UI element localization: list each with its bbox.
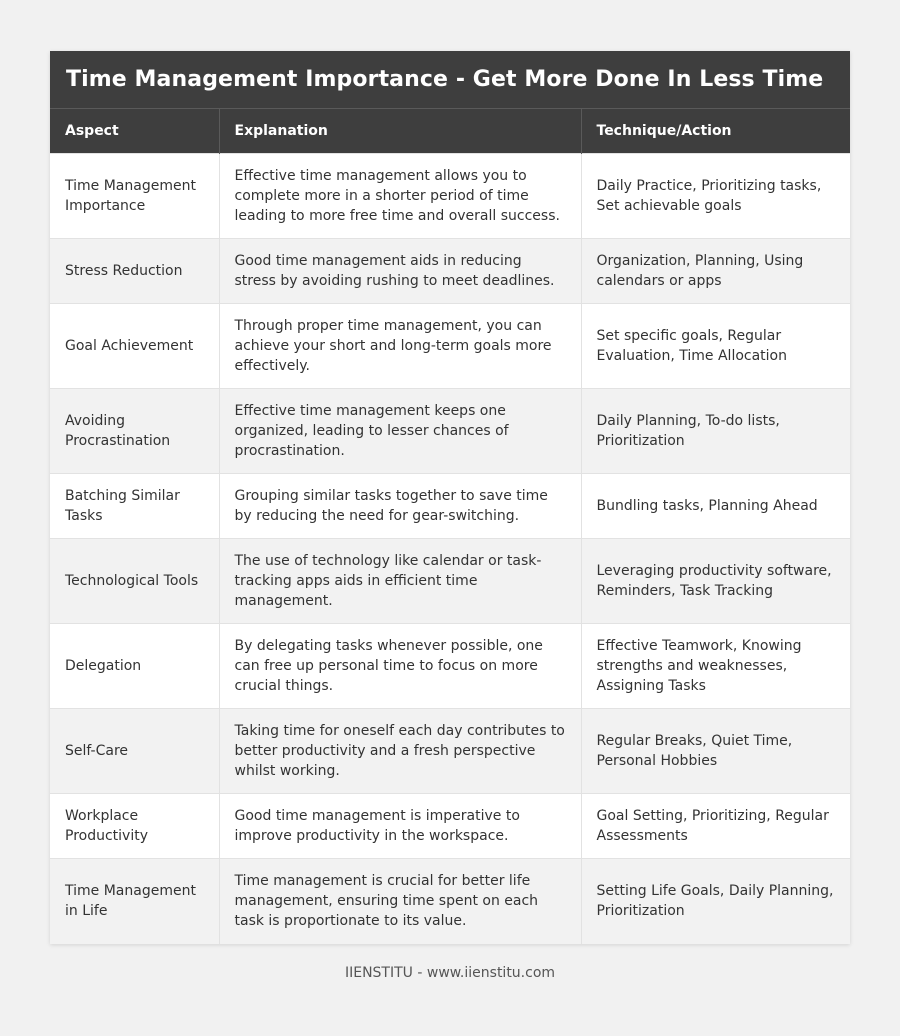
explanation-cell: Good time management aids in reducing stress by avoiding rushing to meet deadlines.	[219, 239, 581, 304]
aspect-cell: Avoiding Procrastination	[50, 389, 219, 474]
technique-cell: Organization, Planning, Using calendars or apps	[581, 239, 850, 304]
table-row	[50, 539, 850, 624]
technique-cell: Effective Teamwork, Knowing strengths and weaknesses, Assigning Tasks	[581, 624, 850, 709]
table-row	[50, 154, 850, 239]
explanation-cell: Grouping similar tasks together to save time by reducing the need for gear-switching.	[219, 474, 581, 539]
aspect-cell: Stress Reduction	[50, 239, 219, 304]
table-row	[50, 239, 850, 304]
data-table	[50, 108, 850, 944]
table-body	[50, 154, 850, 944]
technique-cell: Leveraging productivity software, Reminders, Task Tracking	[581, 539, 850, 624]
table-row	[50, 794, 850, 859]
explanation-cell: Good time management is imperative to improve productivity in the workspace.	[219, 794, 581, 859]
table-row	[50, 304, 850, 389]
aspect-cell: Technological Tools	[50, 539, 219, 624]
explanation-cell: Time management is crucial for better life management, ensuring time spent on each task is proportionate to its value.	[219, 859, 581, 944]
aspect-cell: Batching Similar Tasks	[50, 474, 219, 539]
technique-cell: Set specific goals, Regular Evaluation, Time Allocation	[581, 304, 850, 389]
footer-credit: IIENSTITU - www.iienstitu.com	[344, 965, 556, 981]
title-bar	[50, 51, 850, 108]
aspect-cell: Time Management in Life	[50, 859, 219, 944]
table-row	[50, 474, 850, 539]
aspect-cell: Time Management Importance	[50, 154, 219, 239]
table-card	[50, 51, 850, 944]
table-row	[50, 389, 850, 474]
technique-cell: Regular Breaks, Quiet Time, Personal Hobbies	[581, 709, 850, 794]
aspect-cell: Self-Care	[50, 709, 219, 794]
table-row	[50, 624, 850, 709]
technique-cell: Setting Life Goals, Daily Planning, Prioritization	[581, 859, 850, 944]
aspect-cell: Workplace Productivity	[50, 794, 219, 859]
explanation-cell: Effective time management keeps one organized, leading to lesser chances of procrastination.	[219, 389, 581, 474]
column-header-aspect: Aspect	[50, 109, 219, 154]
table-row	[50, 709, 850, 794]
technique-cell: Goal Setting, Prioritizing, Regular Assessments	[581, 794, 850, 859]
table-header	[50, 109, 850, 154]
column-header-technique: Technique/Action	[581, 109, 850, 154]
explanation-cell: Effective time management allows you to complete more in a shorter period of time leading to more free time and overall success.	[219, 154, 581, 239]
technique-cell: Daily Practice, Prioritizing tasks, Set achievable goals	[581, 154, 850, 239]
aspect-cell: Delegation	[50, 624, 219, 709]
page-title: Time Management Importance - Get More Done In Less Time	[66, 67, 824, 92]
header-row	[50, 109, 850, 154]
aspect-cell: Goal Achievement	[50, 304, 219, 389]
explanation-cell: Through proper time management, you can achieve your short and long-term goals more effectively.	[219, 304, 581, 389]
table-row	[50, 859, 850, 944]
explanation-cell: Taking time for oneself each day contributes to better productivity and a fresh perspective whilst working.	[219, 709, 581, 794]
explanation-cell: The use of technology like calendar or task-tracking apps aids in efficient time management.	[219, 539, 581, 624]
column-header-explanation: Explanation	[219, 109, 581, 154]
technique-cell: Bundling tasks, Planning Ahead	[581, 474, 850, 539]
technique-cell: Daily Planning, To-do lists, Prioritization	[581, 389, 850, 474]
explanation-cell: By delegating tasks whenever possible, one can free up personal time to focus on more crucial things.	[219, 624, 581, 709]
